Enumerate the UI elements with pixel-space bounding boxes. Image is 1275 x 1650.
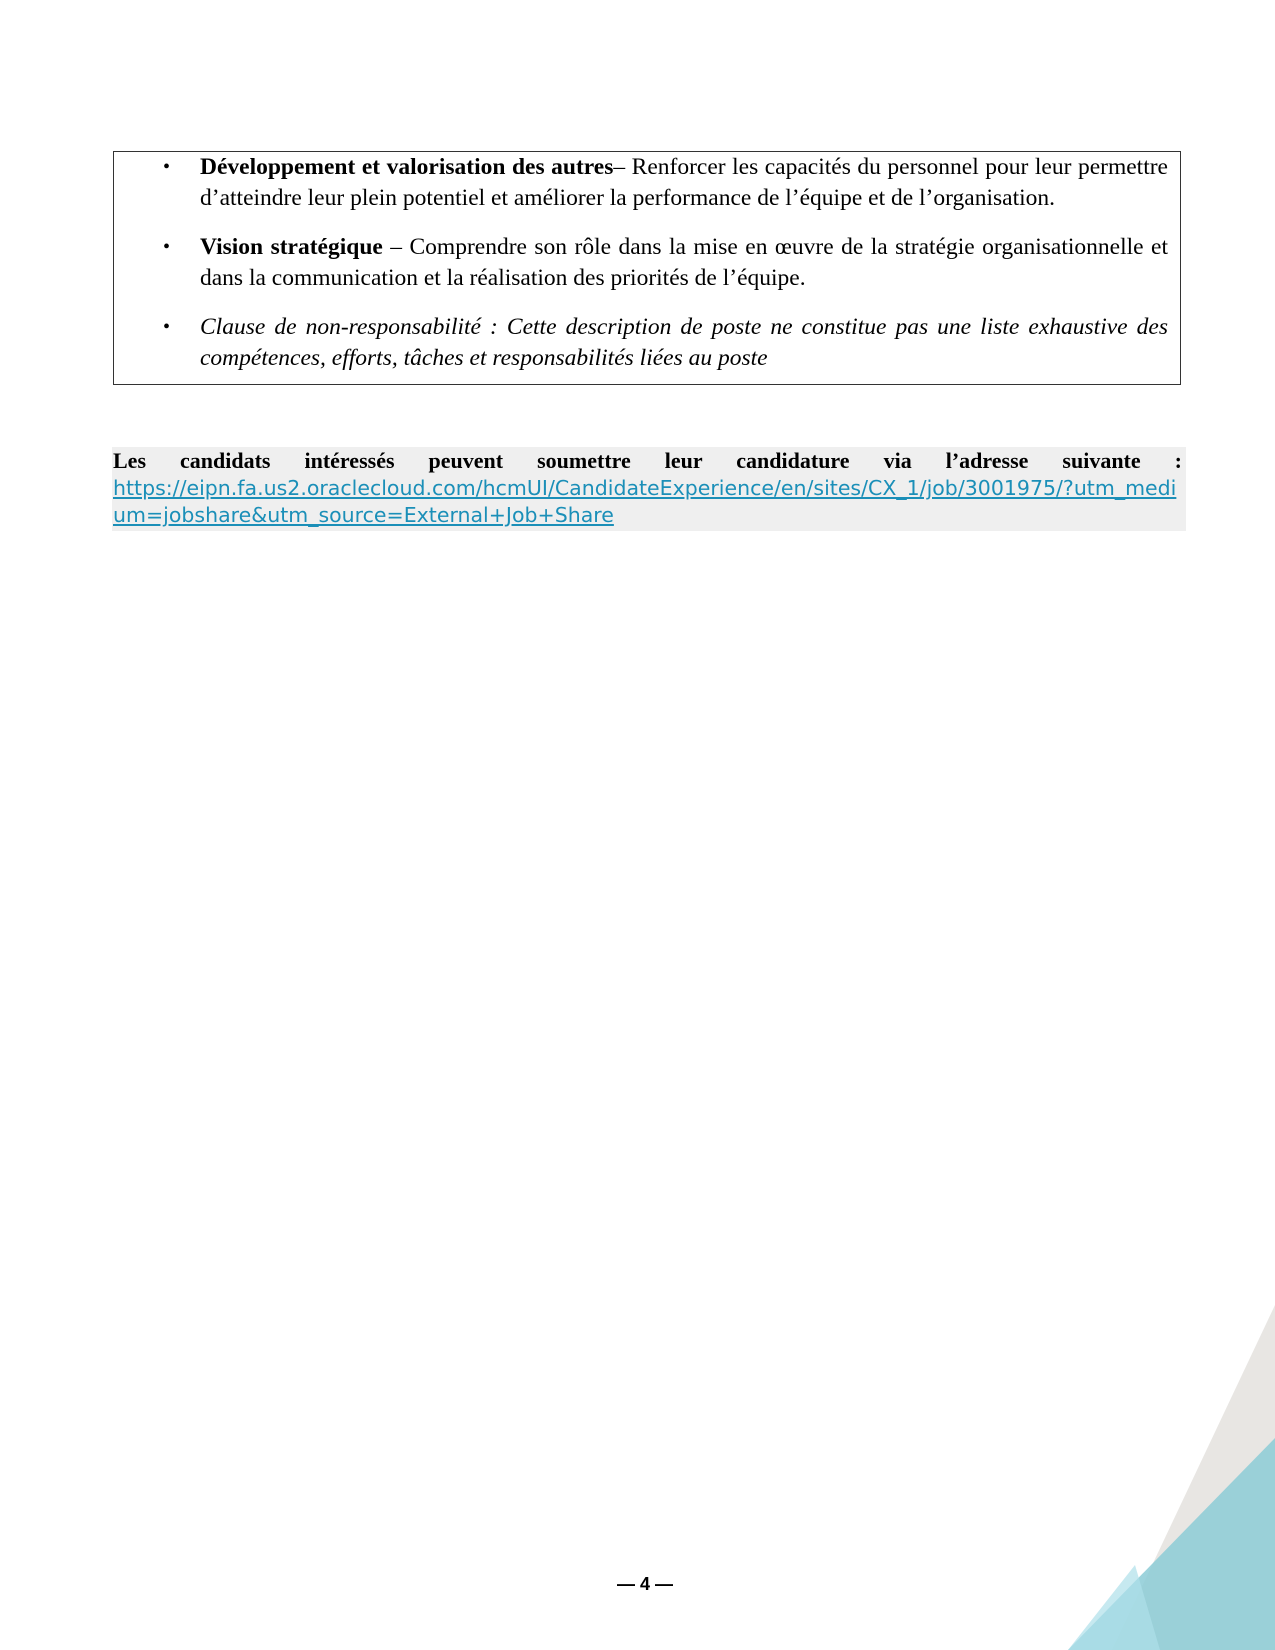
item-text: – Renforcer les capacités du personnel pour leur permettre d’atteindre leur plein potentiel et améliorer la performance de l’équipe et de l’organisation. [200, 154, 1168, 211]
competencies-box [113, 151, 1181, 385]
bullet-icon: • [163, 316, 171, 338]
item-heading: Développement et valorisation des autres [200, 154, 614, 180]
bullet-icon: • [163, 156, 171, 178]
bullet-icon: • [163, 236, 171, 258]
disclaimer-text: Clause de non-responsabilité : Cette description de poste ne constitue pas une liste exhaustive des compétences, efforts, tâches et responsabilités liées au poste [200, 314, 1168, 371]
item-text: – Comprendre son rôle dans la mise en œuvre de la stratégie organisationnelle et dans la communication et la réalisation des priorités de l’équipe. [200, 234, 1168, 291]
list-item [114, 312, 1168, 374]
corner-gray-triangle [1112, 1305, 1275, 1650]
competencies-list [114, 152, 1168, 374]
item-heading: Vision stratégique [200, 234, 383, 260]
list-item [114, 232, 1168, 294]
application-link[interactable]: https://eipn.fa.us2.oraclecloud.com/hcmUI/CandidateExperience/en/sites/CX_1/job/3001975/?utm_medium=jobshare&utm_source=External+Job+Share [113, 476, 1177, 527]
page-number: — 4 — [616, 1574, 673, 1594]
list-item [114, 152, 1168, 214]
corner-teal-triangle [1068, 1438, 1275, 1650]
application-section [112, 447, 1186, 531]
application-instructions: Les candidats intéressés peuvent soumettre leur candidature via l’adresse suivante : [113, 448, 1182, 473]
